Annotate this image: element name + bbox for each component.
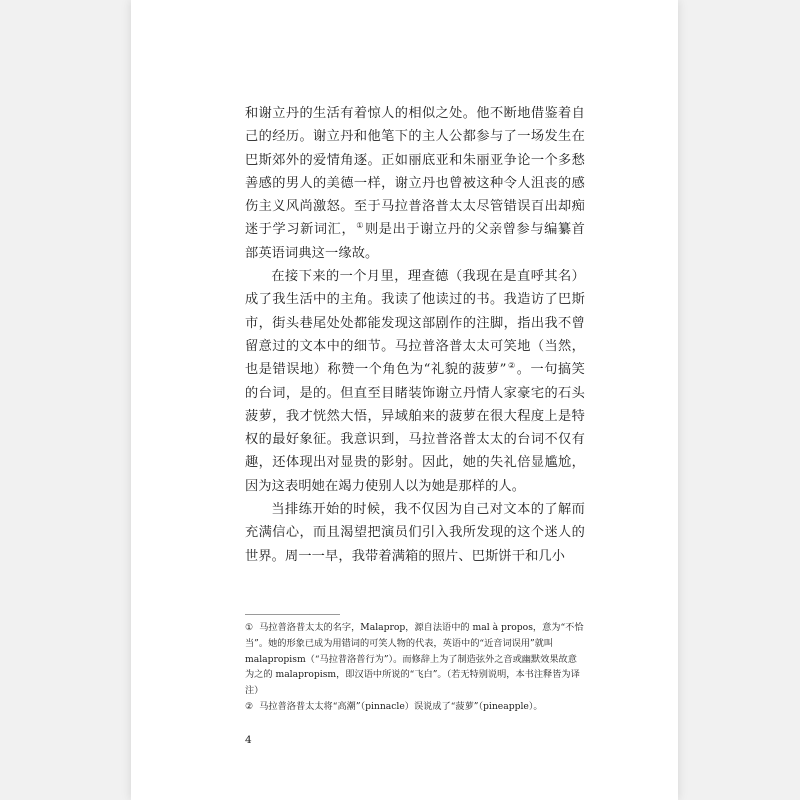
paragraph-1 [245, 102, 585, 265]
footnote-1 [245, 620, 585, 699]
footnote-divider [245, 614, 340, 615]
paragraph-1-text-cont: 则是出于谢立丹的父亲曾参与编纂首部英语词典这一缘故。 [245, 222, 586, 261]
paragraph-1-text: 和谢立丹的生活有着惊人的相似之处。他不断地借鉴着自己的经历。谢立丹和他笔下的主人公都参与了一场发生在巴斯郊外的爱情角逐。正如丽底亚和朱丽亚争论一个多愁善感的男人的美德一样，谢立丹也曾被这种令人沮丧的感伤主义风尚激怒。至于马拉普洛普太太尽管错误百出却痴迷于学习新词汇， [245, 106, 585, 238]
footnote-ref-2: ② [507, 361, 516, 371]
footnote-2 [245, 699, 585, 715]
paragraph-2 [245, 265, 585, 498]
footnote-1-marker: ① [245, 622, 254, 633]
page-number: 4 [245, 734, 252, 746]
footnote-2-text: 马拉普洛普太太将“高潮”（pinnacle）误说成了“菠萝”（pineapple）。 [259, 700, 543, 712]
footnote-2-marker: ② [245, 700, 254, 712]
body-text [245, 102, 585, 568]
paragraph-3: 当排练开始的时候，我不仅因为自己对文本的了解而充满信心，而且渴望把演员们引入我所发现的这个迷人的世界。周一一早，我带着满箱的照片、巴斯饼干和几小 [245, 502, 585, 564]
book-page [131, 0, 678, 800]
footnote-ref-1: ① [356, 221, 364, 231]
paragraph-2-text: 在接下来的一个月里，理查德（我现在是直呼其名）成了我生活中的主角。我读了他读过的书。我造访了巴斯市，街头巷尾处处都能发现这部剧作的注脚，指出我不曾留意过的文本中的细节。马拉普洛普太太可笑地（当然，也是错误地）称赞一个角色为“礼貌的菠萝” [245, 269, 585, 378]
footnotes [245, 620, 585, 715]
footnote-1-text: 马拉普洛普太太的名字，Malaprop，源自法语中的 mal à propos，意为“不恰当”。她的形象已成为用错词的可笑人物的代表，英语中的“近音词误用”就叫 malapropism（“马拉普洛普行为”）。而修辞上为了制造弦外之音或幽默效果故意为之的 malapropism，即汉语中所说的“飞白”。（若无特别说明，本书注释皆为译注） [245, 622, 584, 697]
paragraph-2-text-cont: 。一句搞笑的台词，是的。但直至目睹装饰谢立丹情人家豪宅的石头菠萝，我才恍然大悟，异域舶来的菠萝在很大程度上是特权的最好象征。我意识到，马拉普洛普太太的台词不仅有趣，还体现出对显贵的影射。因此，她的失礼倍显尴尬，因为这表明她在竭力使别人以为她是那样的人。 [245, 362, 586, 494]
